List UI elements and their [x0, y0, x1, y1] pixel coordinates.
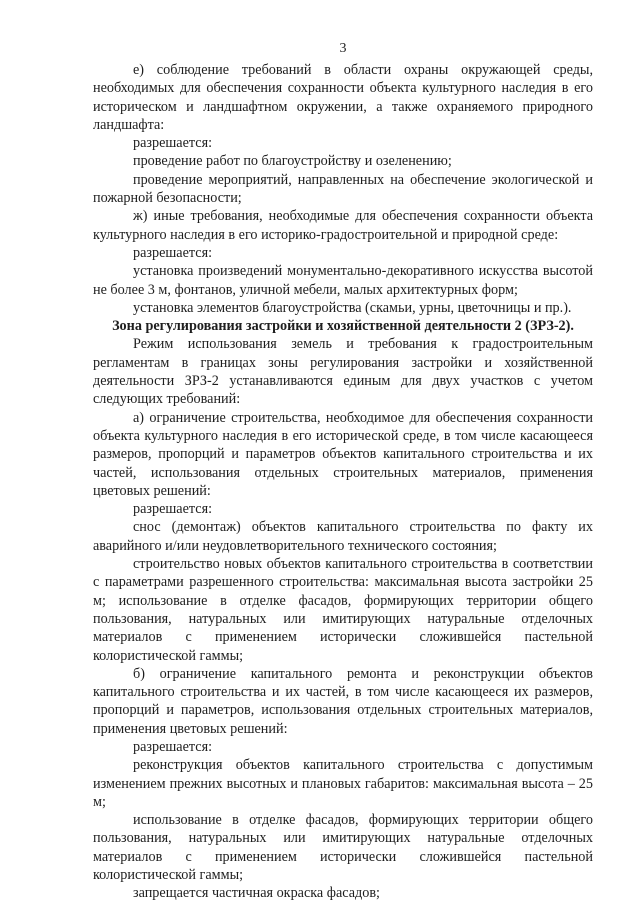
paragraph: строительство новых объектов капитального строительства в соответствии с параметрами разрешенного строительства: максимальная высота застройки 25 м; использование в отделке фасадов, формирующих территории общего пользования, натуральных или имитирующих натуральные отделочных материалов с применением исторически сложившейся пастельной колористической гаммы; [93, 556, 593, 664]
page-number: 3 [339, 41, 347, 56]
paragraph: установка произведений монументально-декоративного искусства высотой не более 3 м, фонтанов, уличной мебели, малых архитектурных форм; [93, 263, 593, 298]
paragraph: разрешается: [133, 244, 213, 261]
paragraph: разрешается: [133, 501, 213, 518]
paragraph: Режим использования земель и требования к градостроительным регламентам в границах зоны регулирования застройки и хозяйственной деятельности ЗРЗ-2 устанавливаются единым для двух участков с учетом следующих требований: [93, 336, 593, 408]
paragraph: е) соблюдение требований в области охраны окружающей среды, необходимых для обеспечения сохранности объекта культурного наследия в его историческом и ландшафтном окружении, а также охраняемого природного ландшафта: [93, 62, 593, 133]
paragraph: разрешается: [133, 738, 213, 755]
paragraph: проведение мероприятий, направленных на обеспечение экологической и пожарной безопасности; [93, 171, 593, 207]
paragraph: запрещается частичная окраска фасадов; [133, 885, 380, 902]
paragraph: снос (демонтаж) объектов капитального строительства по факту их аварийного и/или неудовлетворительного технического состояния; [93, 519, 593, 554]
paragraph: использование в отделке фасадов, формирующих территории общего пользования, натуральных или имитирующих натуральные отделочных материалов с применением исторически сложившейся пастельной колористической гаммы; [93, 812, 593, 884]
paragraph: проведение работ по благоустройству и озеленению; [133, 153, 452, 170]
paragraph: реконструкция объектов капитального строительства с допустимым изменением прежних высотных и плановых габаритов: максимальная высота – 25 м; [93, 757, 593, 810]
paragraph: ж) иные требования, необходимые для обеспечения сохранности объекта культурного наследия в его историко-градостроительной и природной среде: [93, 208, 593, 243]
document-body [93, 61, 593, 903]
paragraph: а) ограничение строительства, необходимое для обеспечения сохранности объекта культурного наследия в его исторической среде, в том числе касающееся размеров, пропорций и параметров объектов капитального строительства и их частей, использования отдельных строительных материалов, применения цветовых решений: [93, 409, 593, 499]
paragraph: разрешается: [133, 135, 213, 152]
paragraph: установка элементов благоустройства (скамьи, урны, цветочницы и пр.). [133, 299, 572, 316]
paragraph: б) ограничение капитального ремонта и реконструкции объектов капитального строительства и их частей, в том числе касающееся их размеров, пропорций и параметров, использования отдельных строительных материалов, применения цветовых решений: [93, 665, 593, 737]
section-heading: Зона регулирования застройки и хозяйственной деятельности 2 (ЗРЗ-2). [112, 318, 574, 335]
